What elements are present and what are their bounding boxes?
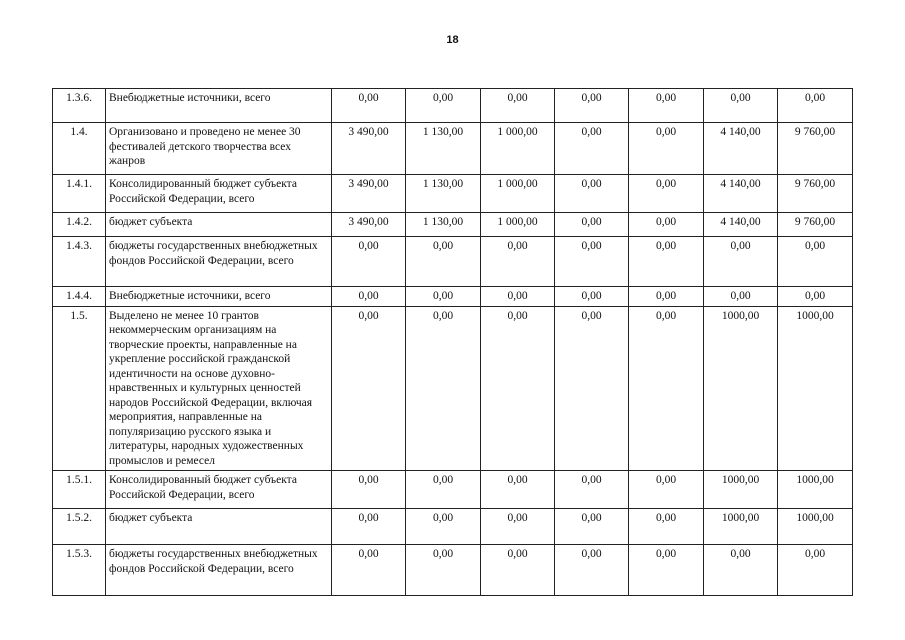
value-cell: 1 130,00 [406, 213, 481, 237]
value-cell: 0,00 [778, 89, 853, 123]
value-cell: 0,00 [332, 306, 406, 471]
value-cell: 1000,00 [704, 509, 778, 545]
value-cell: 0,00 [629, 471, 704, 509]
value-cell: 0,00 [555, 89, 629, 123]
value-cell: 1 000,00 [481, 213, 555, 237]
row-name: Внебюджетные источники, всего [106, 287, 332, 307]
value-cell: 0,00 [332, 89, 406, 123]
value-cell: 0,00 [629, 509, 704, 545]
budget-table [52, 88, 853, 596]
value-cell: 0,00 [629, 306, 704, 471]
value-cell: 0,00 [555, 213, 629, 237]
row-code: 1.4.2. [53, 213, 106, 237]
value-cell: 0,00 [406, 306, 481, 471]
value-cell: 0,00 [555, 471, 629, 509]
table-row [53, 237, 853, 287]
table-row [53, 89, 853, 123]
value-cell: 9 760,00 [778, 213, 853, 237]
value-cell: 0,00 [704, 237, 778, 287]
row-name: бюджеты государственных внебюджетных фондов Российской Федерации, всего [106, 545, 332, 596]
value-cell: 0,00 [778, 237, 853, 287]
value-cell: 0,00 [332, 237, 406, 287]
value-cell: 0,00 [555, 175, 629, 213]
value-cell: 0,00 [481, 89, 555, 123]
value-cell: 0,00 [629, 237, 704, 287]
row-code: 1.5.3. [53, 545, 106, 596]
value-cell: 9 760,00 [778, 175, 853, 213]
value-cell: 0,00 [332, 509, 406, 545]
value-cell: 0,00 [406, 471, 481, 509]
page-number: 18 [446, 34, 459, 46]
value-cell: 0,00 [704, 545, 778, 596]
value-cell: 0,00 [481, 306, 555, 471]
value-cell: 3 490,00 [332, 213, 406, 237]
table-row [53, 509, 853, 545]
row-code: 1.5.1. [53, 471, 106, 509]
table-row [53, 123, 853, 175]
value-cell: 0,00 [704, 89, 778, 123]
value-cell: 0,00 [555, 306, 629, 471]
value-cell: 0,00 [481, 545, 555, 596]
value-cell: 0,00 [555, 237, 629, 287]
row-name: бюджет субъекта [106, 213, 332, 237]
value-cell: 0,00 [555, 287, 629, 307]
value-cell: 0,00 [406, 287, 481, 307]
value-cell: 3 490,00 [332, 175, 406, 213]
value-cell: 1000,00 [778, 471, 853, 509]
value-cell: 9 760,00 [778, 123, 853, 175]
row-code: 1.4. [53, 123, 106, 175]
value-cell: 0,00 [332, 287, 406, 307]
row-name: Выделено не менее 10 грантов некоммерческим организациям на творческие проекты, направленные на укрепление российской гражданской идентичности на основе духовно-нравственных и культурных ценностей народов Российской Федерации, включая мероприятия, направленные на популяризацию русского языка и литературы, народных художественных промыслов и ремесел [106, 306, 332, 471]
value-cell: 4 140,00 [704, 213, 778, 237]
row-name: Внебюджетные источники, всего [106, 89, 332, 123]
value-cell: 0,00 [481, 237, 555, 287]
value-cell: 1000,00 [704, 471, 778, 509]
value-cell: 0,00 [629, 213, 704, 237]
row-name: Консолидированный бюджет субъекта Российской Федерации, всего [106, 175, 332, 213]
value-cell: 0,00 [481, 471, 555, 509]
value-cell: 0,00 [481, 287, 555, 307]
row-name: Организовано и проведено не менее 30 фестивалей детского творчества всех жанров [106, 123, 332, 175]
table-row [53, 175, 853, 213]
value-cell: 0,00 [406, 509, 481, 545]
table-row [53, 306, 853, 471]
row-code: 1.4.4. [53, 287, 106, 307]
value-cell: 4 140,00 [704, 175, 778, 213]
value-cell: 3 490,00 [332, 123, 406, 175]
value-cell: 0,00 [778, 545, 853, 596]
value-cell: 0,00 [481, 509, 555, 545]
row-code: 1.5. [53, 306, 106, 471]
table-row [53, 213, 853, 237]
value-cell: 0,00 [406, 237, 481, 287]
table-row [53, 471, 853, 509]
value-cell: 0,00 [332, 471, 406, 509]
row-code: 1.4.3. [53, 237, 106, 287]
value-cell: 1000,00 [778, 306, 853, 471]
value-cell: 1 130,00 [406, 175, 481, 213]
value-cell: 1000,00 [778, 509, 853, 545]
value-cell: 4 140,00 [704, 123, 778, 175]
value-cell: 1 000,00 [481, 175, 555, 213]
value-cell: 0,00 [704, 287, 778, 307]
row-name: бюджеты государственных внебюджетных фондов Российской Федерации, всего [106, 237, 332, 287]
value-cell: 0,00 [629, 123, 704, 175]
row-code: 1.3.6. [53, 89, 106, 123]
row-name: Консолидированный бюджет субъекта Российской Федерации, всего [106, 471, 332, 509]
value-cell: 0,00 [629, 89, 704, 123]
table-row [53, 545, 853, 596]
value-cell: 1000,00 [704, 306, 778, 471]
value-cell: 0,00 [629, 545, 704, 596]
value-cell: 0,00 [406, 545, 481, 596]
table-row [53, 287, 853, 307]
value-cell: 0,00 [555, 123, 629, 175]
value-cell: 0,00 [629, 287, 704, 307]
value-cell: 0,00 [406, 89, 481, 123]
value-cell: 0,00 [332, 545, 406, 596]
value-cell: 0,00 [629, 175, 704, 213]
value-cell: 1 130,00 [406, 123, 481, 175]
row-name: бюджет субъекта [106, 509, 332, 545]
value-cell: 0,00 [555, 545, 629, 596]
row-code: 1.5.2. [53, 509, 106, 545]
row-code: 1.4.1. [53, 175, 106, 213]
value-cell: 1 000,00 [481, 123, 555, 175]
value-cell: 0,00 [778, 287, 853, 307]
value-cell: 0,00 [555, 509, 629, 545]
